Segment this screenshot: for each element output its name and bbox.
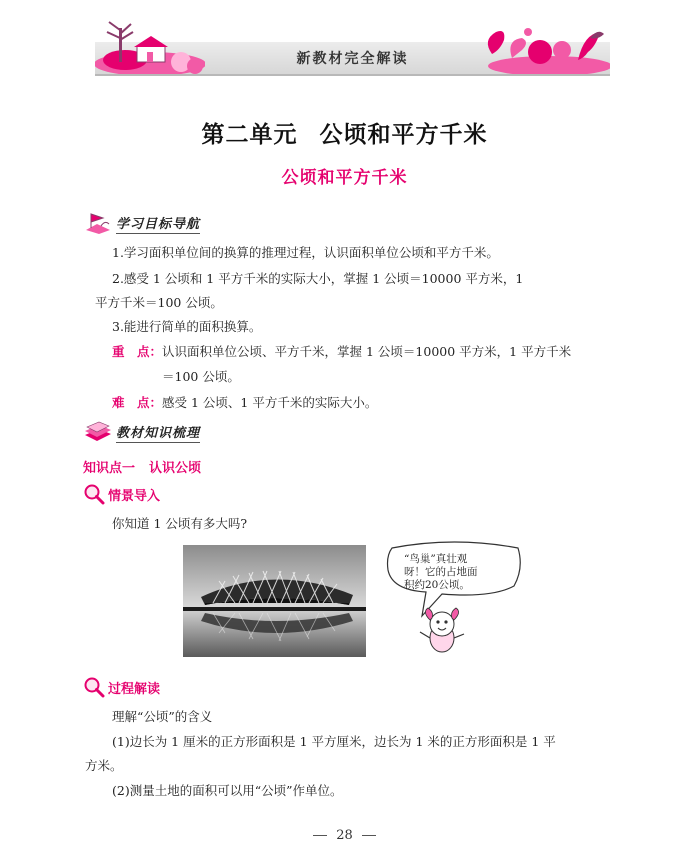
process-item-1-line2: 方米。 (85, 758, 123, 773)
key-points-label: 重 点： (112, 344, 163, 359)
key-points-line1 (112, 343, 571, 361)
bubble-line-1: “鸟巢”真壮观 (404, 553, 468, 565)
flag-book-icon (83, 212, 113, 234)
scene-question: 你知道 1 公顷有多大吗? (112, 516, 248, 531)
difficulty-label: 难 点： (112, 395, 163, 410)
process-item-2: (2)测量土地的面积可以用“公顷”作单位。 (112, 783, 343, 798)
process-heading (83, 676, 160, 698)
knowledge-point-title (83, 457, 201, 476)
process-heading-text: 过程解读 (108, 681, 161, 697)
knowledge-heading-text: 教材知识梳理 (116, 422, 200, 443)
book-title: 新教材完全解读 (296, 51, 409, 67)
scene-heading-text: 情景导入 (108, 488, 161, 504)
key-points-line2: ＝100 公顷。 (162, 369, 240, 384)
cartoon-speech-bubble (382, 540, 527, 660)
unit-title (0, 116, 689, 149)
scene-heading (83, 483, 160, 505)
process-item-1-line1: (1)边长为 1 厘米的正方形面积是 1 平方厘米，边长为 1 米的正方形面积是 1 平 (112, 734, 556, 749)
birds-nest-stadium-photo (183, 545, 366, 657)
process-intro: 理解“公顷”的含义 (112, 709, 213, 724)
goals-heading (83, 212, 200, 234)
knowledge-point-label: 知识点一 (83, 461, 136, 476)
book-stack-icon (83, 421, 113, 443)
unit-number: 第二单元 (201, 121, 298, 148)
bubble-line-3: 积约20公顷。 (404, 579, 470, 591)
page-number (0, 828, 689, 843)
knowledge-heading (83, 421, 200, 443)
difficulty-line (112, 394, 377, 412)
cartoon-character-icon (420, 608, 464, 652)
goal-item-2-line1: 2.感受 1 公顷和 1 平方千米的实际大小，掌握 1 公顷＝10000 平方米，1 (112, 271, 524, 286)
bubble-line-2: 呀！它的占地面 (404, 566, 478, 578)
page-number-text: 28 (336, 828, 353, 843)
unit-name: 公顷和平方千米 (319, 121, 488, 148)
key-points-text: 认识面积单位公顷、平方千米，掌握 1 公顷＝10000 平方米，1 平方千米 (162, 344, 572, 359)
magnifier-icon (83, 676, 105, 698)
header-banner (95, 20, 610, 72)
knowledge-point-name: 认识公顷 (149, 461, 202, 476)
goal-item-2-line2: 平方千米＝100 公顷。 (95, 295, 223, 310)
goal-item-3: 3.能进行简单的面积换算。 (112, 319, 262, 334)
goal-item-1: 1.学习面积单位间的换算的推理过程，认识面积单位公顷和平方千米。 (112, 245, 499, 260)
difficulty-text: 感受 1 公顷、1 平方千米的实际大小。 (162, 395, 378, 410)
goals-heading-text: 学习目标导航 (116, 213, 200, 234)
magnifier-icon (83, 483, 105, 505)
lesson-title: 公顷和平方千米 (281, 168, 408, 188)
